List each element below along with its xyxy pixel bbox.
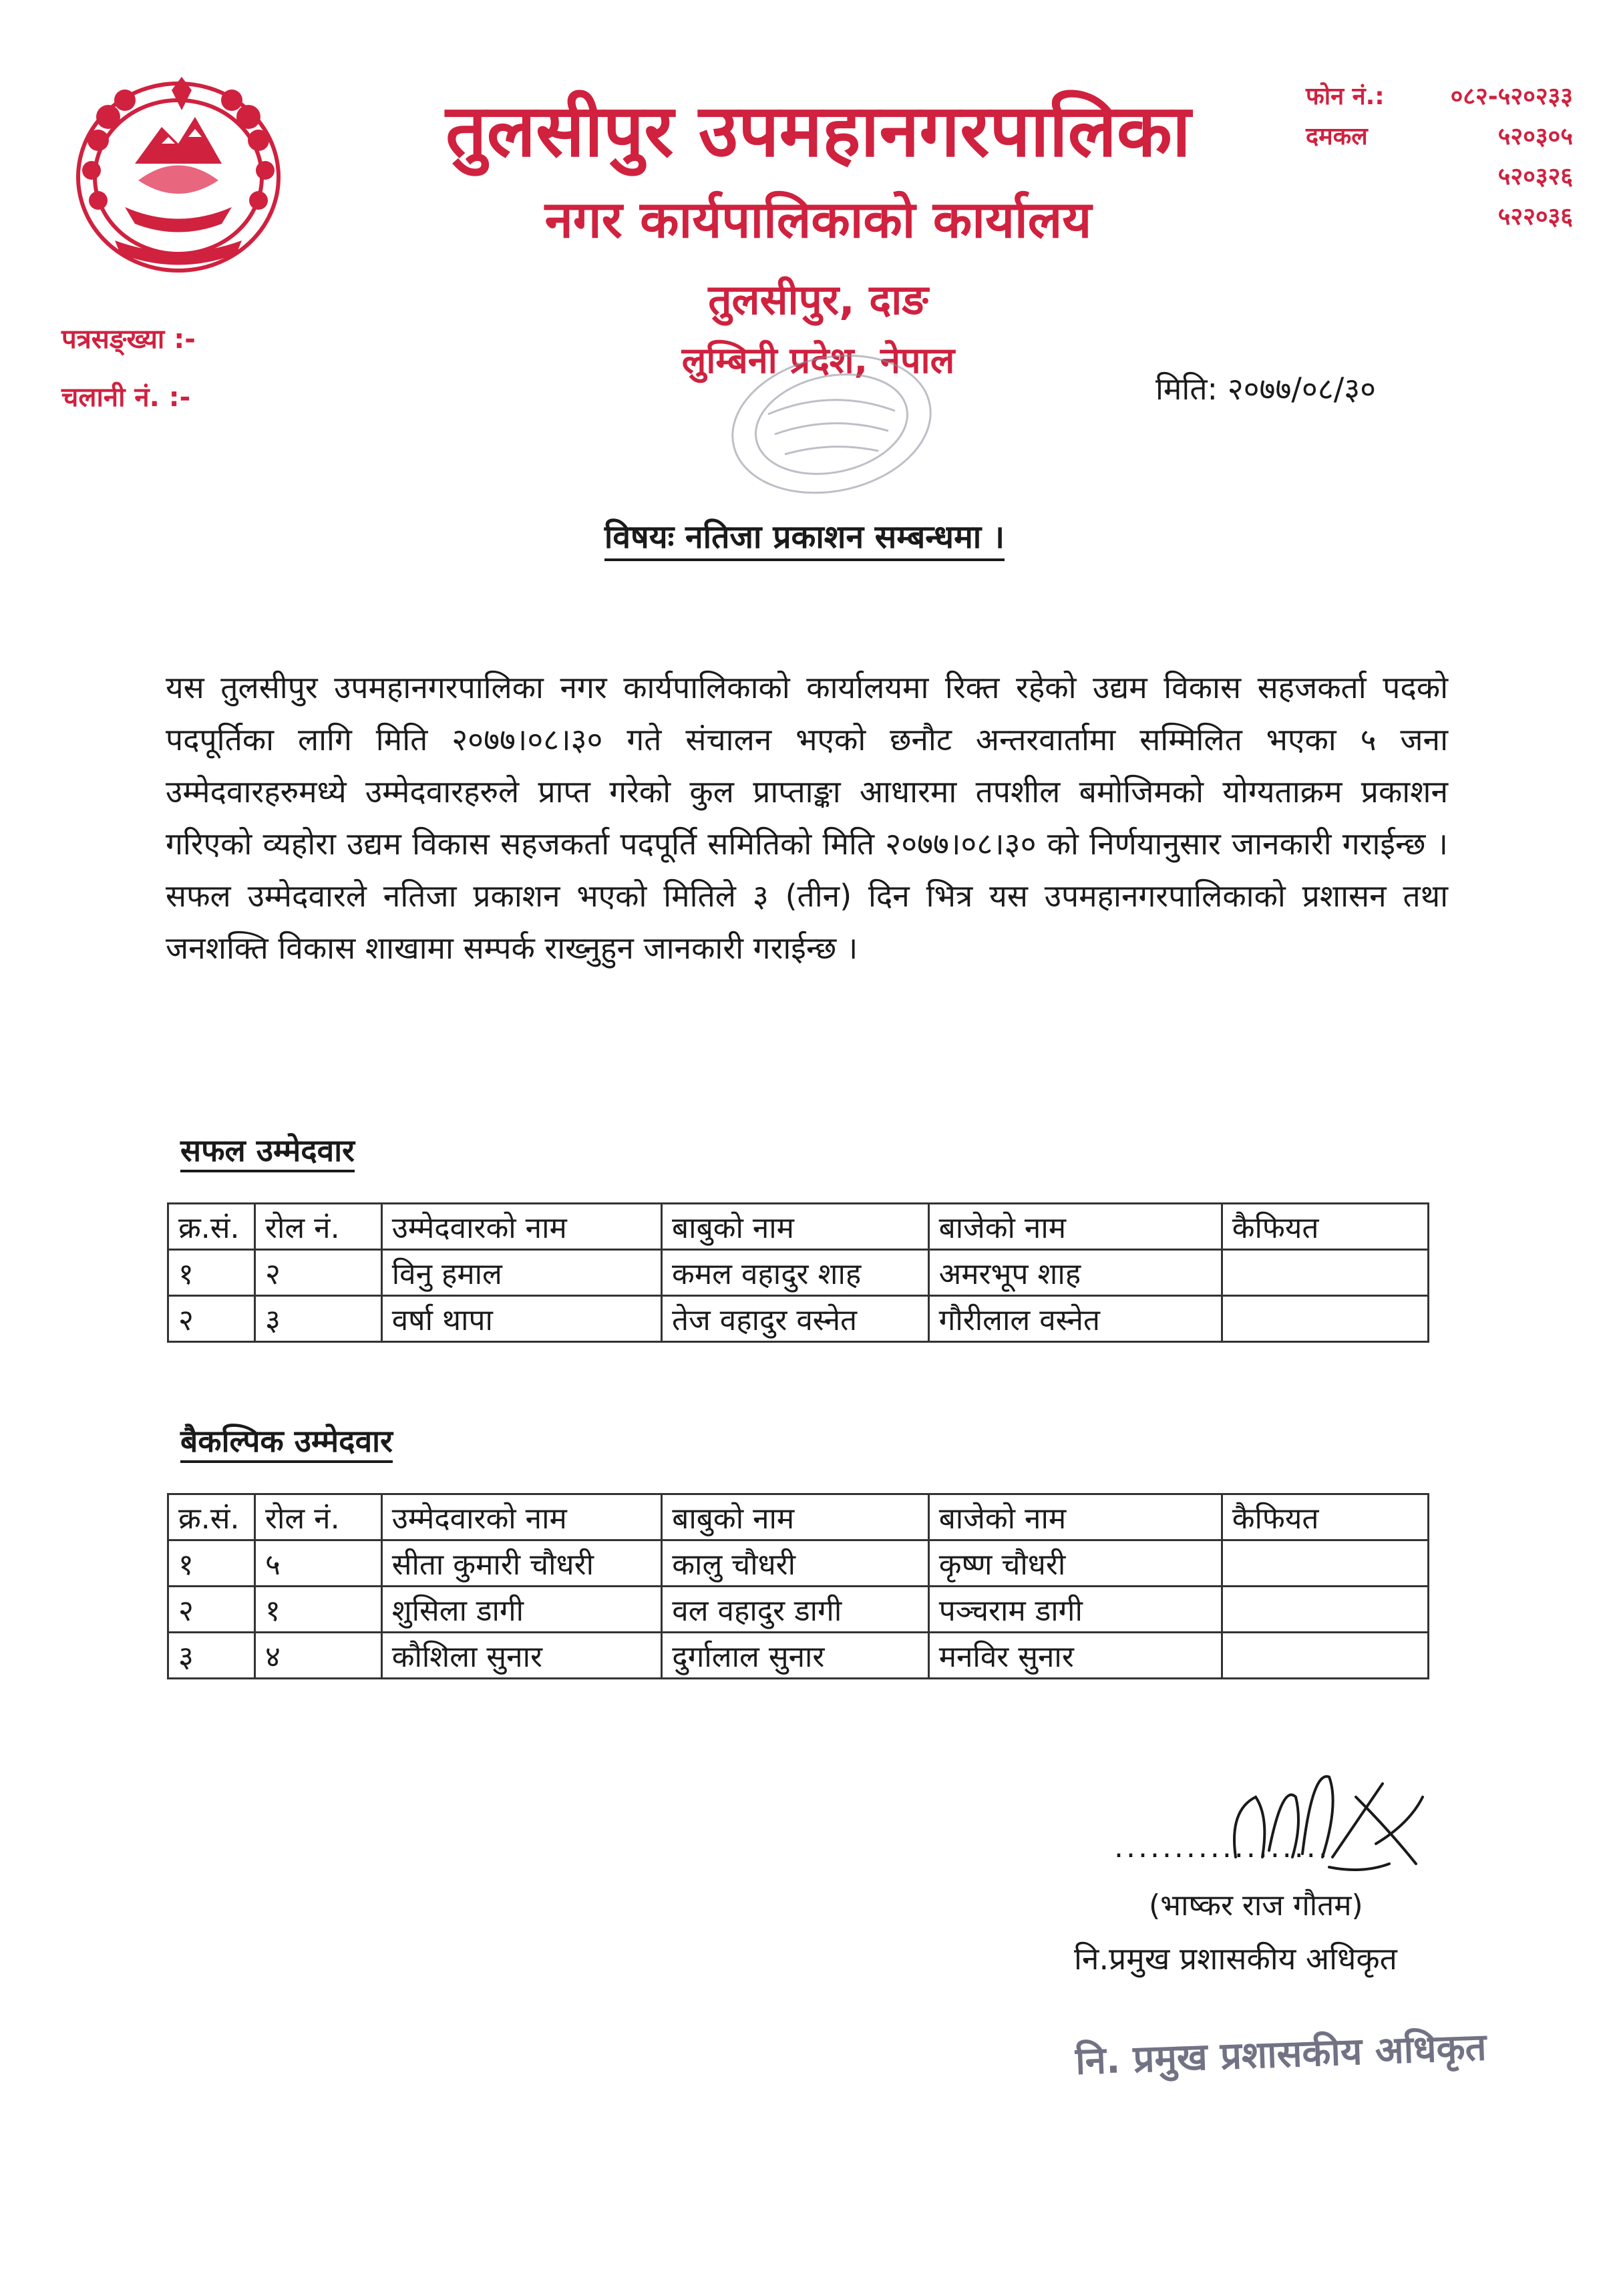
alternate-heading [180,1420,393,1461]
header-father: बाबुको नाम [662,1204,929,1250]
table-header-row [168,1494,1429,1540]
cell-remarks [1222,1250,1428,1296]
designation-stamp: नि. प्रमुख प्रशासकीय अधिकृत [1075,2025,1487,2084]
contact-label: फोन नं.: [1306,83,1385,110]
cell-serial: १ [168,1250,255,1296]
cell-roll: ३ [254,1296,381,1342]
cell-grandfather: गौरीलाल वस्नेत [928,1296,1222,1342]
header-roll: रोल नं. [254,1494,381,1540]
cell-father: वल वहादुर डागी [662,1587,928,1633]
header-remarks: कैफियत [1222,1204,1428,1250]
address-city: तुलसीपुर, दाङ [708,275,928,324]
cell-candidate: कौशिला सुनार [381,1633,662,1679]
cell-roll: ५ [254,1540,381,1587]
header-grandfather: बाजेको नाम [928,1494,1222,1540]
subject-text: विषयः नतिजा प्रकाशन सम्बन्धमा । [604,518,1005,561]
cell-candidate: विनु हमाल [381,1250,661,1296]
header-roll: रोल नं. [254,1204,381,1250]
cell-serial: २ [168,1296,255,1342]
alternate-heading-text: बैकल्पिक उम्मेदवार [180,1423,393,1463]
date-value: २०७७/०८/३० [1227,371,1377,407]
contact-number: ५२२०३६ [1497,203,1573,230]
table-row [168,1540,1429,1587]
cell-father: कालु चौधरी [662,1540,928,1587]
successful-heading [180,1129,355,1170]
header-remarks: कैफियत [1222,1494,1428,1540]
header-grandfather: बाजेको नाम [928,1204,1222,1250]
alternate-candidates-table [167,1493,1429,1679]
table-row [168,1587,1429,1633]
cell-roll: १ [254,1587,381,1633]
address-province: लुम्बिनी प्रदेश, नेपाल [681,339,955,381]
cell-serial: २ [168,1587,255,1633]
table-row [168,1296,1429,1342]
contact-row [1306,77,1573,117]
cell-roll: २ [254,1250,381,1296]
handwritten-signature-icon [1222,1757,1436,1884]
cell-grandfather: पञ्चराम डागी [928,1587,1222,1633]
signatory-designation: नि.प्रमुख प्रशासकीय अधिकृत [1074,1941,1397,1977]
cell-serial: ३ [168,1633,255,1679]
contact-row [1306,117,1573,157]
cell-father: कमल वहादुर शाह [662,1250,929,1296]
header-candidate: उम्मेदवारको नाम [381,1494,662,1540]
cell-remarks [1222,1587,1428,1633]
header-serial: क्र.सं. [168,1204,255,1250]
cell-father: तेज वहादुर वस्नेत [662,1296,929,1342]
cell-serial: १ [168,1540,255,1587]
header-candidate: उम्मेदवारको नाम [381,1204,661,1250]
cell-remarks [1222,1540,1428,1587]
table-header-row [168,1204,1429,1250]
cell-grandfather: मनविर सुनार [928,1633,1222,1679]
header-father: बाबुको नाम [662,1494,928,1540]
signature-line: .................. [1114,1830,1330,1864]
letter-body: यस तुलसीपुर उपमहानगरपालिका नगर कार्यपालिकाको कार्यालयमा रिक्त रहेको उद्यम विकास सहजकर्ता पदको पदपूर्तिका लागि मिति २०७७।०८।३० गते संचालन भएको छनौट अन्तरवार्तामा सम्मिलित भएका ५ जना उम्मेदवारहरुमध्ये उम्मेदवारहरुले प्राप्त गरेको कुल प्राप्ताङ्का आधारमा तपशील बमोजिमको योग्यताक्रम प्रकाशन गरिएको व्यहोरा उद्यम विकास सहजकर्ता पदपूर्ति समितिको मिति २०७७।०८।३० को निर्णयानुसार जानकारी गराईन्छ । सफल उम्मेदवारले नतिजा प्रकाशन भएको मितिले ३ (तीन) दिन भित्र यस उपमहानगरपालिकाको प्रशासन तथा जनशक्ति विकास शाखामा सम्पर्क राख्नुहुन जानकारी गराईन्छ । [166,669,1448,966]
cell-roll: ४ [254,1633,381,1679]
cell-father: दुर्गालाल सुनार [662,1633,928,1679]
letter-number-label: पत्रसङ्ख्या :- [61,324,196,355]
letter-date [1155,367,1376,409]
letter-subject [0,514,1609,558]
cell-candidate: सीता कुमारी चौधरी [381,1540,662,1587]
contact-number: ५२०३०५ [1497,123,1573,150]
contact-label: दमकल [1306,123,1368,150]
office-seal-icon [721,347,942,501]
office-subtitle: नगर कार्यपालिकाको कार्यालय [544,190,1092,249]
contact-row [1306,157,1573,197]
office-title: तुलसीपुर उपमहानगरपालिका [445,90,1191,173]
nepal-emblem-icon [61,63,295,284]
cell-remarks [1222,1633,1428,1679]
date-label: मिति: [1155,371,1218,407]
signatory-name: (भाष्कर राज गौतम) [1149,1889,1363,1923]
contact-numbers [1306,77,1573,237]
cell-remarks [1222,1296,1428,1342]
dispatch-number-label: चलानी नं. :- [61,382,191,413]
contact-number: ५२०३२६ [1497,163,1573,190]
cell-grandfather: अमरभूप शाह [928,1250,1222,1296]
contact-row [1306,197,1573,237]
table-row [168,1633,1429,1679]
cell-candidate: वर्षा थापा [381,1296,661,1342]
header-serial: क्र.सं. [168,1494,255,1540]
successful-heading-text: सफल उम्मेदवार [180,1132,355,1172]
contact-number: ०८२-५२०२३३ [1450,83,1573,110]
cell-grandfather: कृष्ण चौधरी [928,1540,1222,1587]
cell-candidate: शुसिला डागी [381,1587,662,1633]
table-row [168,1250,1429,1296]
successful-candidates-table [167,1202,1429,1343]
